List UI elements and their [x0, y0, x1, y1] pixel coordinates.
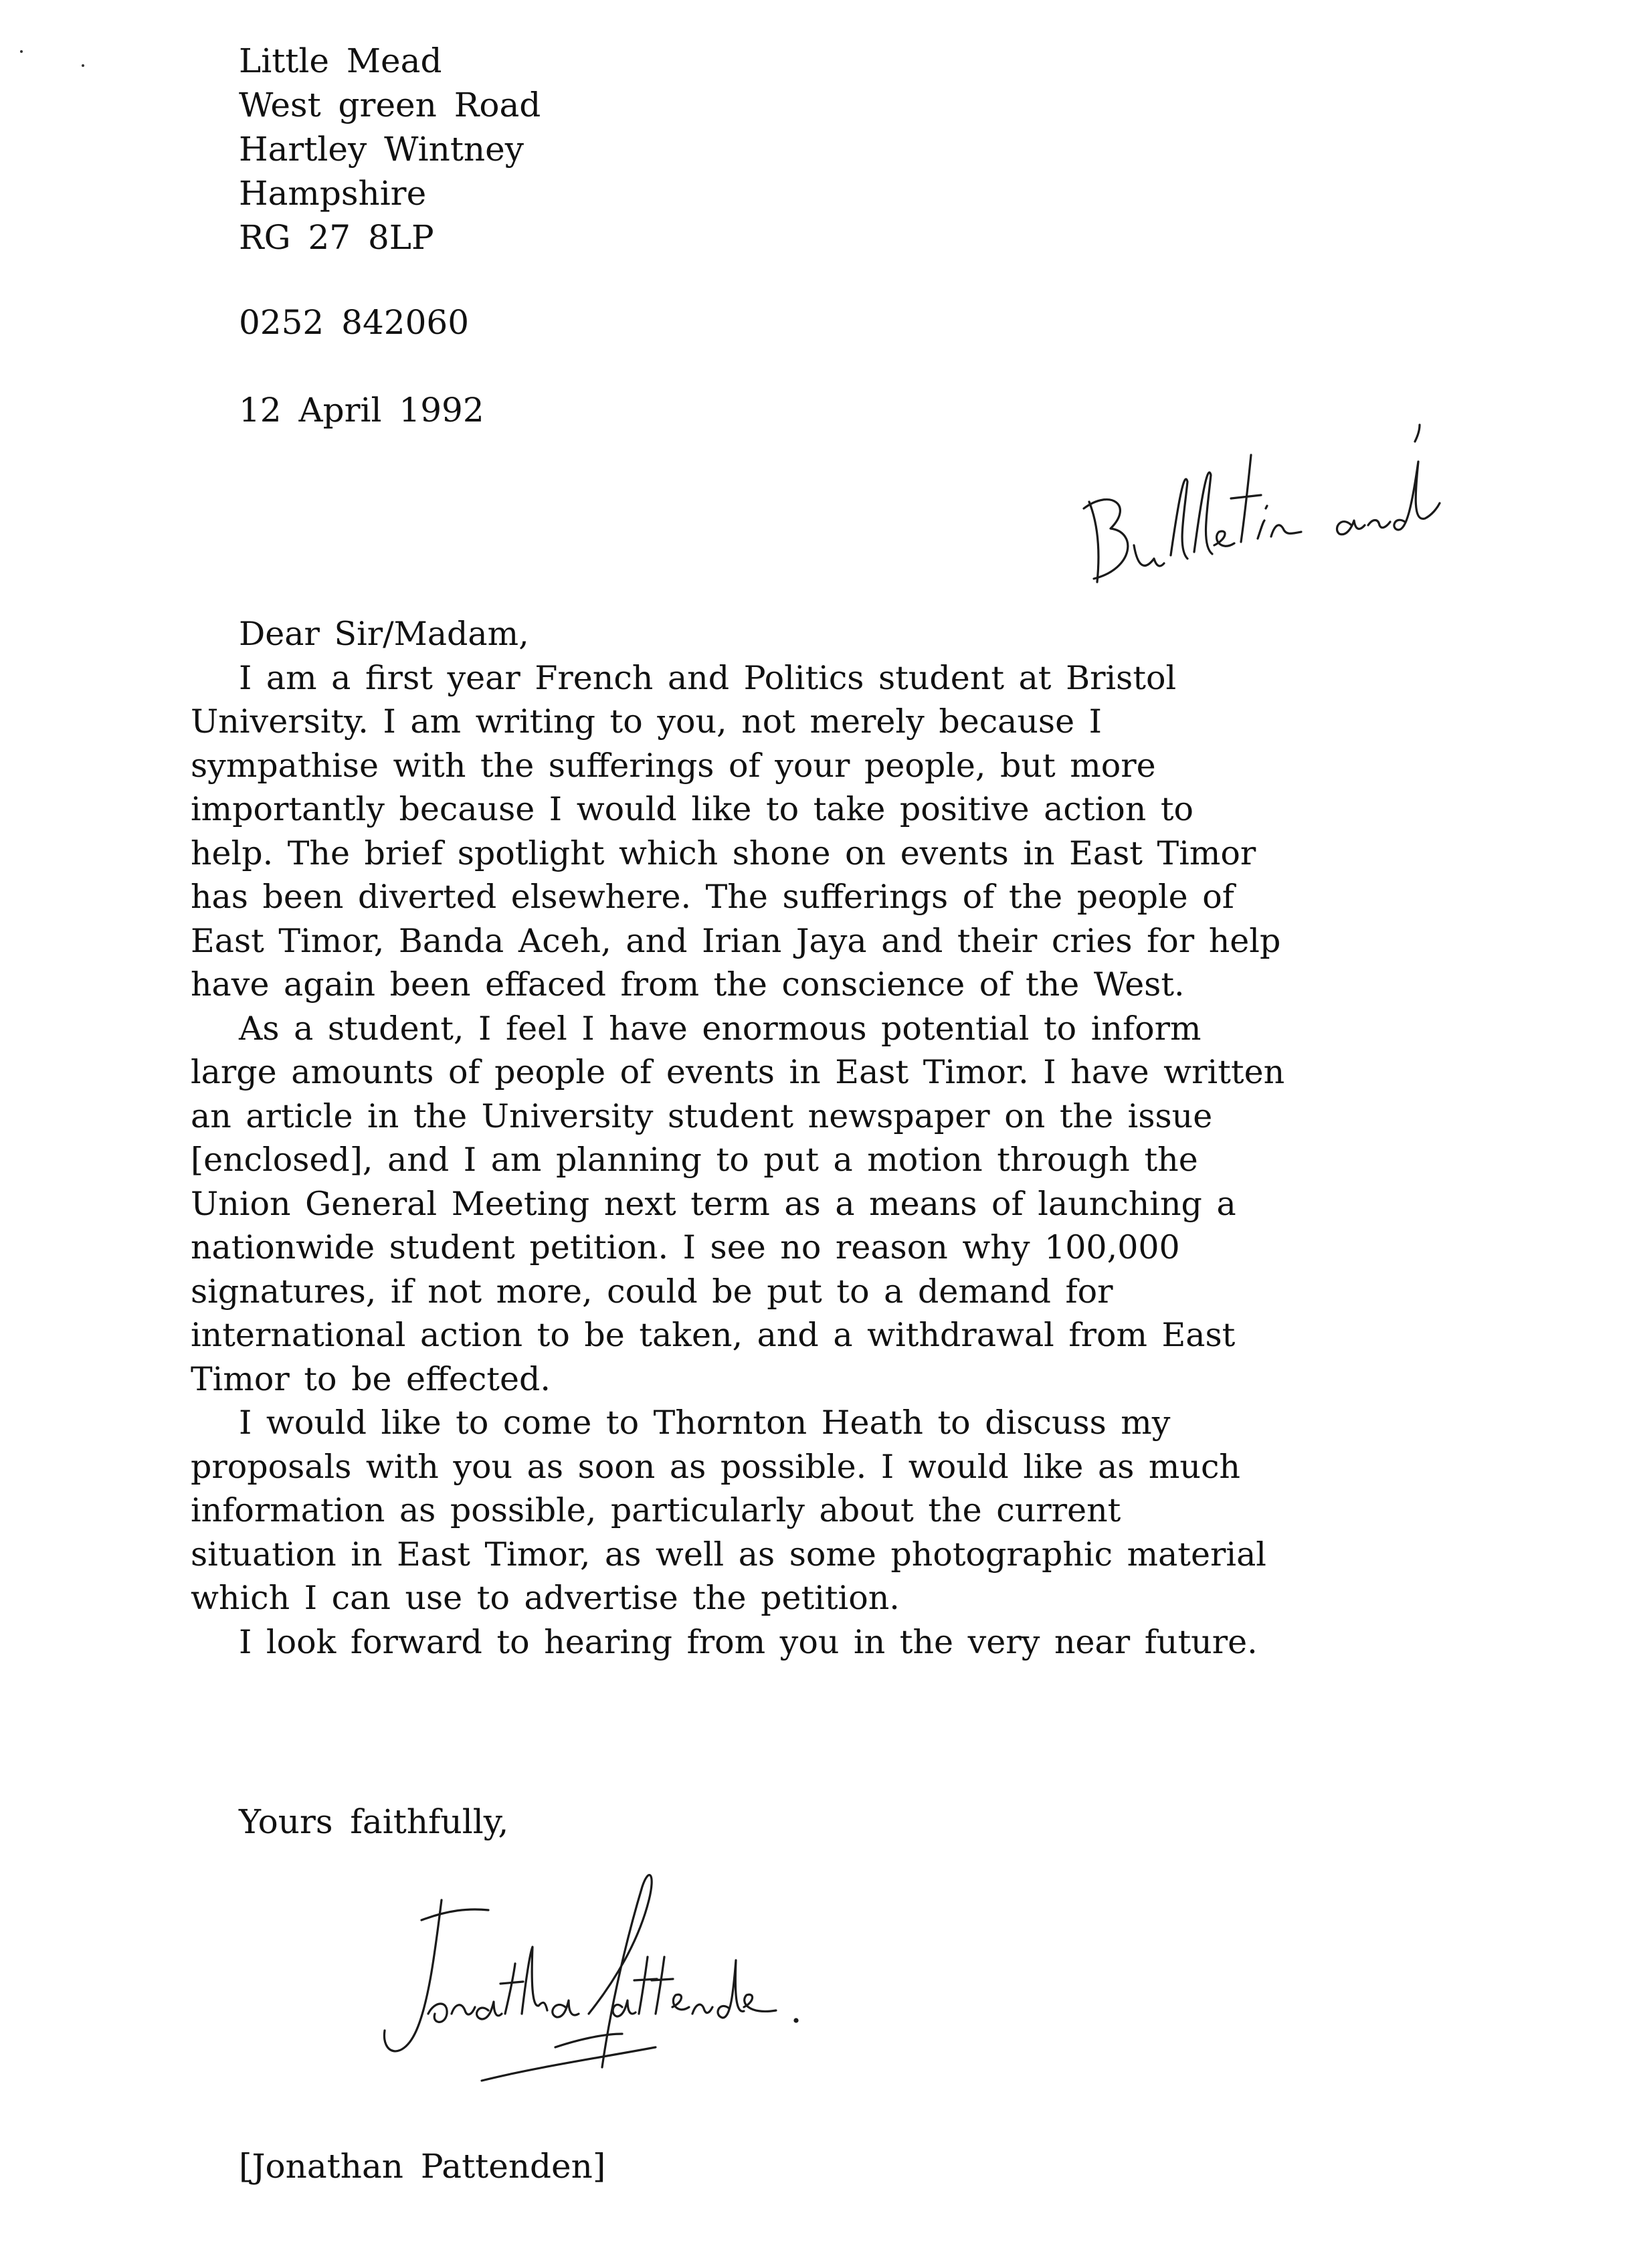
handwritten-signature [334, 1847, 803, 2128]
body-line: information as possible, particularly about the current [191, 1491, 1121, 1529]
body-line: situation in East Timor, as well as some photographic material [191, 1535, 1266, 1574]
body-line: I would like to come to Thornton Heath to discuss my [239, 1404, 1171, 1442]
address-line: RG 27 8LP [239, 218, 434, 257]
address-line: Hartley Wintney [239, 130, 524, 169]
body-line: Dear Sir/Madam, [239, 615, 529, 653]
body-line: [enclosed], and I am planning to put a motion through the [191, 1141, 1198, 1179]
body-line: has been diverted elsewhere. The sufferings of the people of [191, 878, 1234, 916]
body-line: have again been effaced from the conscience of the West. [191, 965, 1185, 1004]
address-line: Little Mead [239, 41, 442, 80]
body-line: University. I am writing to you, not merely because I [191, 702, 1102, 741]
body-line: I look forward to hearing from you in the very near future. [239, 1622, 1258, 1661]
letter-closing: Yours faithfully, [239, 1802, 509, 1841]
address-line: West green Road [239, 86, 541, 124]
handwritten-annotation [1070, 388, 1485, 602]
body-line: which I can use to advertise the petition. [191, 1579, 900, 1617]
body-line: East Timor, Banda Aceh, and Irian Jaya and their cries for help [191, 921, 1281, 960]
body-line: Timor to be effected. [191, 1359, 551, 1398]
body-line: international action to be taken, and a withdrawal from East [191, 1316, 1236, 1354]
scan-speck [20, 50, 23, 53]
scan-speck [82, 64, 84, 67]
body-line: I am a first year French and Politics student at Bristol [239, 658, 1177, 697]
body-line: proposals with you as soon as possible. I would like as much [191, 1447, 1240, 1486]
address-line: Hampshire [239, 174, 427, 213]
body-line: Union General Meeting next term as a means of launching a [191, 1184, 1236, 1223]
sender-address [239, 39, 541, 260]
body-line: As a student, I feel I have enormous potential to inform [239, 1009, 1202, 1048]
body-line: signatures, if not more, could be put to a demand for [191, 1272, 1113, 1311]
body-line: sympathise with the sufferings of your people, but more [191, 746, 1156, 785]
body-line: an article in the University student newspaper on the issue [191, 1097, 1213, 1135]
signer-name: [Jonathan Pattenden] [239, 2147, 606, 2186]
letter-body [191, 612, 1482, 1664]
phone-number: 0252 842060 [239, 303, 470, 342]
letter-date: 12 April 1992 [239, 391, 484, 430]
body-line: importantly because I would like to take positive action to [191, 790, 1194, 828]
body-line: nationwide student petition. I see no reason why 100,000 [191, 1228, 1180, 1266]
body-line: large amounts of people of events in East Timor. I have written [191, 1053, 1285, 1091]
body-line: help. The brief spotlight which shone on events in East Timor [191, 834, 1256, 872]
